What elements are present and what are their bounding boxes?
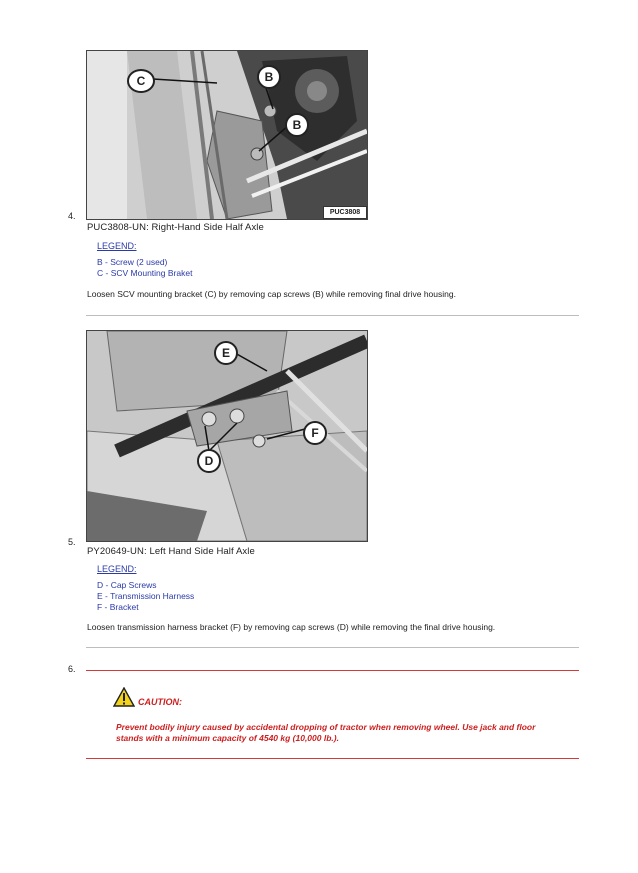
warning-icon — [113, 687, 135, 707]
legend-item: E - Transmission Harness — [97, 591, 195, 601]
instruction-text: Loosen transmission harness bracket (F) by removing cap screws (D) while removing the final drive housing. — [87, 622, 496, 632]
callout-d: D — [197, 449, 221, 473]
divider — [86, 647, 579, 648]
divider — [86, 315, 579, 316]
step-number: 4. — [68, 211, 76, 221]
figure-caption: PY20649-UN: Left Hand Side Half Axle — [87, 546, 255, 557]
legend-item: F - Bracket — [97, 602, 139, 612]
callout-c: C — [127, 69, 155, 93]
legend-item: C - SCV Mounting Braket — [97, 268, 193, 278]
caution-bottom-rule — [86, 758, 579, 759]
instruction-text: Loosen SCV mounting bracket (C) by removing cap screws (B) while removing final drive housing. — [87, 289, 456, 299]
legend-item: D - Cap Screws — [97, 580, 157, 590]
caution-text-line: Prevent bodily injury caused by accidental dropping of tractor when removing wheel. Use jack and floor — [116, 722, 536, 732]
step-number: 5. — [68, 537, 76, 547]
legend-item: B - Screw (2 used) — [97, 257, 168, 267]
callout-e: E — [214, 341, 238, 365]
callout-b-lower: B — [285, 113, 309, 137]
caution-text-line: stands with a minimum capacity of 4540 kg (10,000 lb.). — [116, 733, 339, 743]
legend-title: LEGEND: — [97, 564, 137, 574]
figure-caption: PUC3808-UN: Right-Hand Side Half Axle — [87, 222, 264, 233]
step-number: 6. — [68, 664, 76, 674]
callout-b-upper: B — [257, 65, 281, 89]
caution-top-rule — [86, 670, 579, 671]
figure-puc3808 — [86, 50, 368, 220]
caution-title: CAUTION: — [138, 697, 182, 707]
legend-title: LEGEND: — [97, 241, 137, 251]
image-tag: PUC3808 — [323, 206, 367, 219]
figure-py20649 — [86, 330, 368, 542]
callout-f: F — [303, 421, 327, 445]
